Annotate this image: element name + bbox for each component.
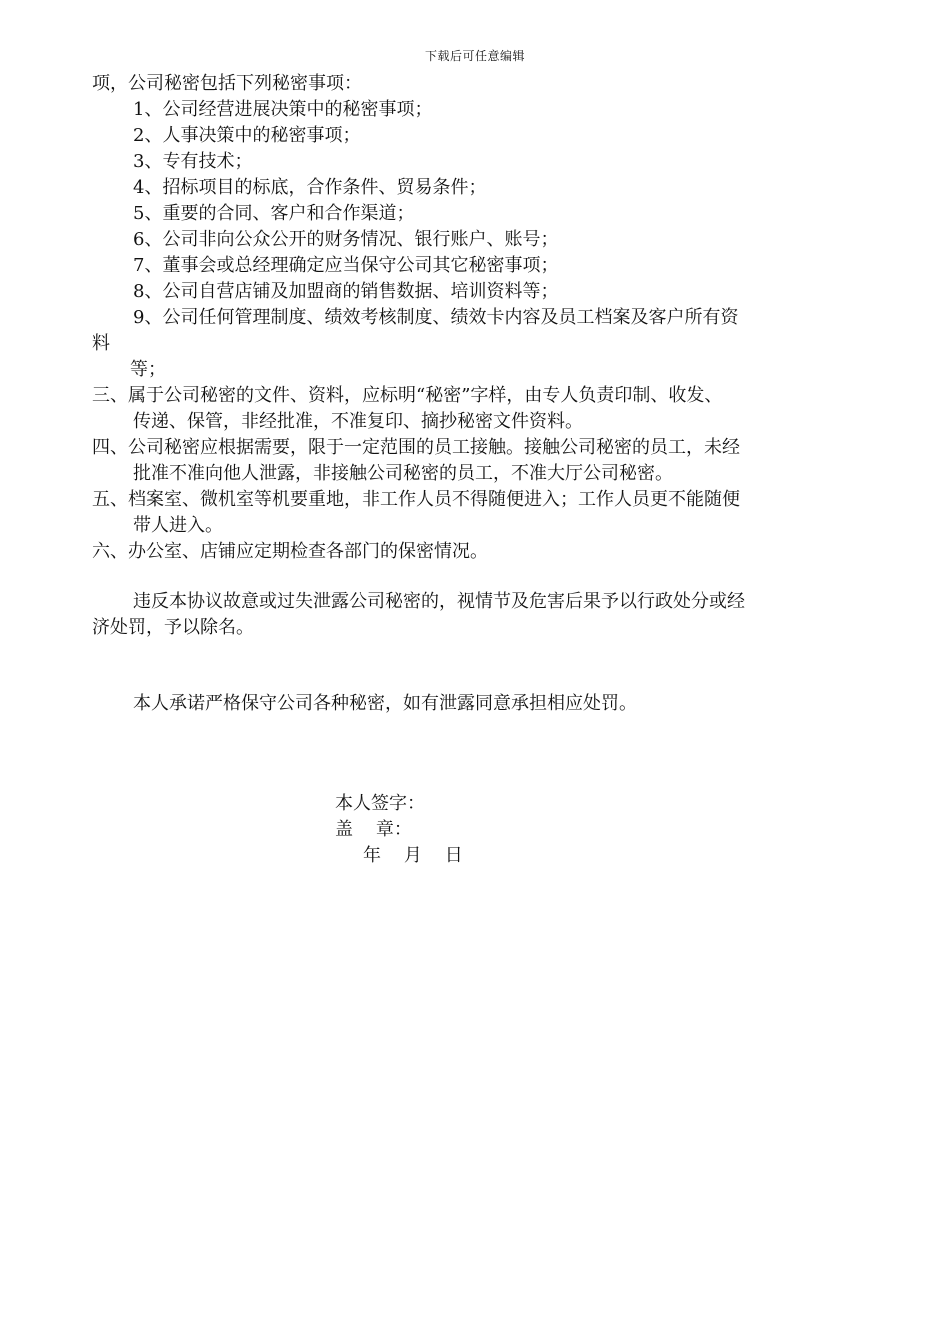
list-item: 4、招标项目的标底，合作条件、贸易条件；: [133, 177, 487, 198]
clause-line: 批准不准向他人泄露，非接触公司秘密的员工，不准大厅公司秘密。: [133, 463, 673, 484]
list-item: 8、公司自营店铺及加盟商的销售数据、培训资料等；: [133, 281, 559, 302]
list-item: 3、专有技术；: [133, 151, 253, 172]
penalty-line: 违反本协议故意或过失泄露公司秘密的，视情节及危害后果予以行政处分或经: [133, 591, 745, 612]
clause-line: 带人进入。: [133, 515, 223, 536]
clause-line: 四、公司秘密应根据需要，限于一定范围的员工接触。接触公司秘密的员工，未经: [92, 437, 740, 458]
list-item: 2、人事决策中的秘密事项；: [133, 125, 361, 146]
seal-label: 盖 章：: [335, 819, 412, 840]
list-item: 6、公司非向公众公开的财务情况、银行账户、账号；: [133, 229, 559, 250]
clause-line: 五、档案室、微机室等机要重地，非工作人员不得随便进入；工作人员更不能随便: [92, 489, 740, 510]
list-item-wrap: 料: [92, 333, 110, 354]
date-label: 年 月 日: [363, 845, 463, 866]
page-header-note: 下载后可任意编辑: [424, 49, 525, 63]
list-item-tail: 等；: [130, 359, 166, 380]
list-item: 1、公司经营进展决策中的秘密事项；: [133, 99, 433, 120]
clause-line: 三、属于公司秘密的文件、资料，应标明“秘密”字样，由专人负责印制、收发、: [92, 385, 723, 406]
list-item: 9、公司任何管理制度、绩效考核制度、绩效卡内容及员工档案及客户所有资: [133, 307, 739, 328]
list-item: 7、董事会或总经理确定应当保守公司其它秘密事项；: [133, 255, 559, 276]
clause-line: 六、办公室、店铺应定期检查各部门的保密情况。: [92, 541, 488, 562]
intro-line: 项，公司秘密包括下列秘密事项：: [92, 73, 362, 94]
pledge-line: 本人承诺严格保守公司各种秘密，如有泄露同意承担相应处罚。: [133, 693, 637, 714]
list-item: 5、重要的合同、客户和合作渠道；: [133, 203, 415, 224]
clause-line: 传递、保管，非经批准，不准复印、摘抄秘密文件资料。: [133, 411, 583, 432]
signature-label: 本人签字：: [335, 793, 425, 814]
penalty-line: 济处罚，予以除名。: [92, 617, 254, 638]
